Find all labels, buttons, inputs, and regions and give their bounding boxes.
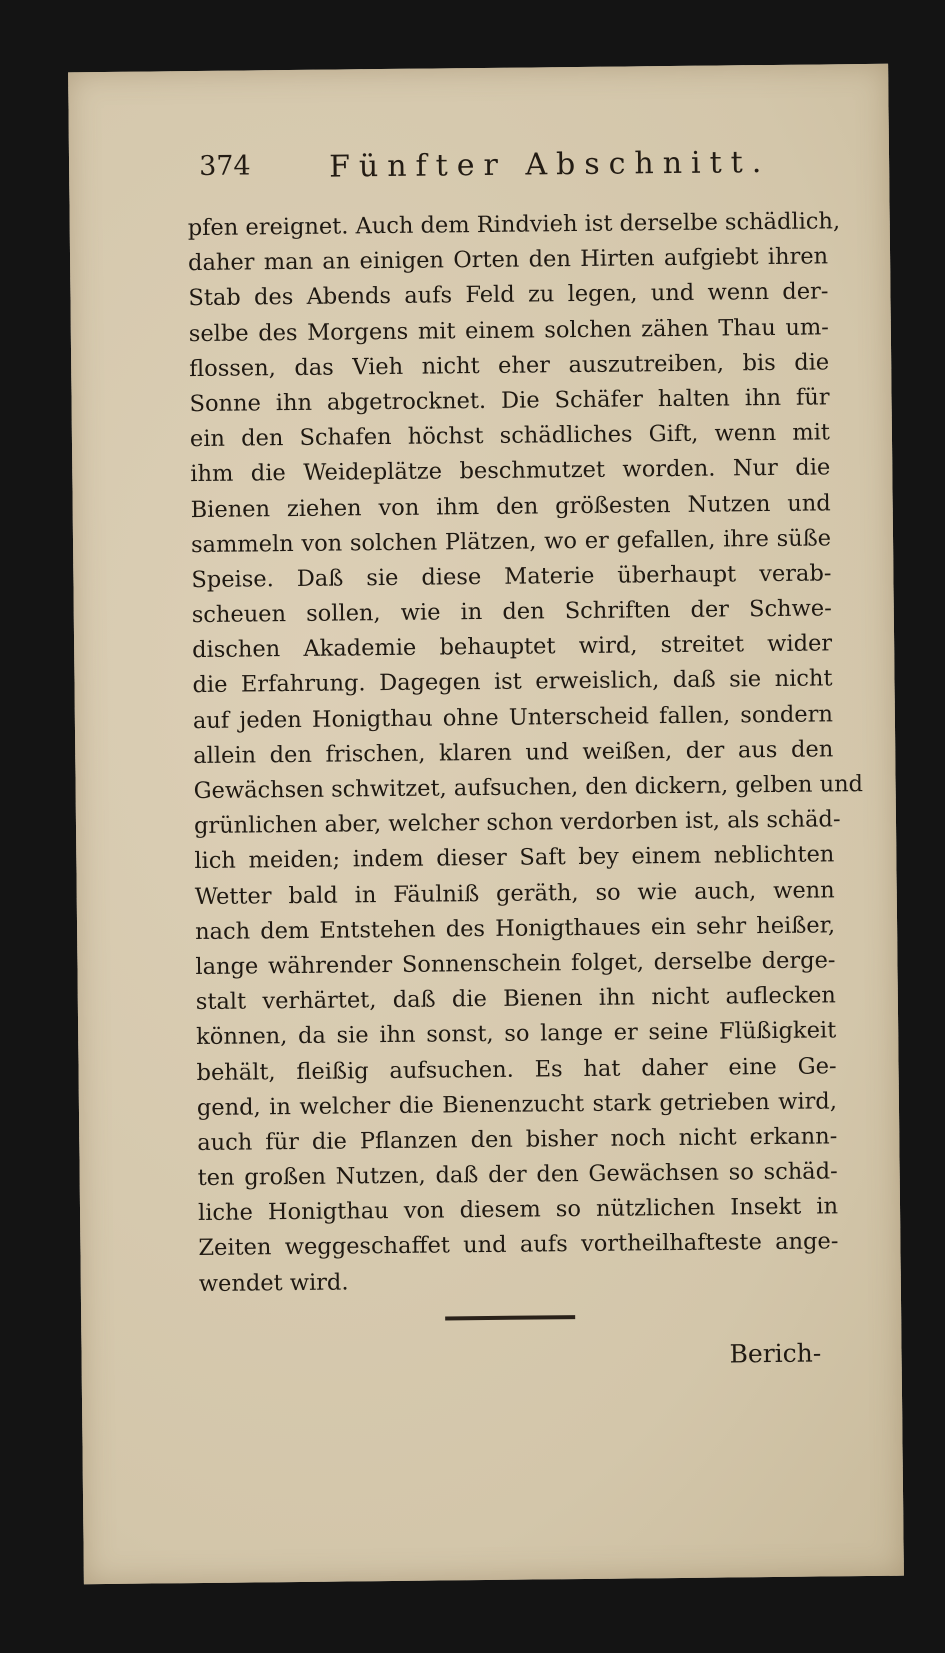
- catchword: Berich-: [729, 1338, 822, 1369]
- text-line: nach dem Entstehen des Honigthaues ein sehr heißer,: [194, 912, 836, 945]
- text-line: lich meiden; indem dieser Saft bey einem neblichten: [194, 841, 835, 875]
- text-line: selbe des Morgens mit einem solchen zähen Thau um-: [188, 313, 829, 347]
- text-line: allein den frischen, klaren und weißen, der aus den: [193, 736, 834, 769]
- text-line: wendet wird.: [198, 1269, 349, 1297]
- text-line: Wetter bald in Fäulniß geräth, so wie auch, wenn: [194, 876, 835, 910]
- text-line: stalt verhärtet, daß die Bienen ihn nicht auflecken: [195, 982, 836, 1016]
- text-line: auf jeden Honigthau ohne Unterscheid fallen, sondern: [192, 700, 834, 734]
- page-header: [199, 145, 799, 187]
- book-page: [68, 64, 904, 1585]
- text-line: behält, fleißig aufsuchen. Es hat daher eine Ge-: [196, 1052, 837, 1086]
- text-line: ihm die Weideplätze beschmutzet worden. Nur die: [190, 454, 831, 488]
- text-line: Speise. Daß sie diese Materie überhaupt verab-: [191, 560, 832, 593]
- text-line: ten großen Nutzen, daß der den Gewächsen so schäd-: [197, 1158, 838, 1192]
- text-line: scheuen sollen, wie in den Schriften der Schwe-: [191, 595, 832, 629]
- section-divider-rule: [445, 1315, 575, 1320]
- text-line: Zeiten weggeschaffet und aufs vortheilhafteste ange-: [198, 1228, 839, 1262]
- text-line: grünlichen aber, welcher schon verdorben ist, als schäd-: [193, 806, 841, 840]
- text-line: sammeln von solchen Plätzen, wo er gefallen, ihre süße: [190, 525, 832, 558]
- text-line: die Erfahrung. Dagegen ist erweislich, daß sie nicht: [192, 665, 833, 699]
- page-number: 374: [198, 150, 251, 182]
- text-line: daher man an einigen Orten den Hirten aufgiebt ihren: [187, 243, 829, 277]
- body-text: [187, 204, 864, 1301]
- text-line: gend, in welcher die Bienenzucht stark getrieben wird,: [196, 1088, 838, 1121]
- running-head: Fünfter Abschnitt.: [328, 144, 771, 185]
- text-line: können, da sie ihn sonst, so lange er seine Flüßigkeit: [196, 1017, 837, 1051]
- text-line: flossen, das Vieh nicht eher auszutreiben, bis die: [189, 349, 830, 382]
- text-line: liche Honigthau von diesem so nützlichen Insekt in: [197, 1193, 839, 1227]
- text-line: pfen ereignet. Auch dem Rindvieh ist derselbe schädlich,: [187, 208, 841, 242]
- text-line: Stab des Abends aufs Feld zu legen, und wenn der-: [188, 278, 829, 312]
- text-line: ein den Schafen höchst schädliches Gift, wenn mit: [189, 419, 831, 453]
- text-line: Sonne ihn abgetrocknet. Die Schäfer halten ihn für: [189, 384, 830, 418]
- text-line: auch für die Pflanzen den bisher noch nicht erkann-: [197, 1123, 838, 1156]
- text-line: Gewächsen schwitzet, aufsuchen, den dickern, gelben und: [193, 771, 864, 805]
- text-line: dischen Akademie behauptet wird, streitet wider: [192, 630, 833, 664]
- text-line: lange währender Sonnenschein folget, derselbe derge-: [195, 947, 836, 980]
- text-line: Bienen ziehen von ihm den größesten Nutzen und: [190, 489, 831, 523]
